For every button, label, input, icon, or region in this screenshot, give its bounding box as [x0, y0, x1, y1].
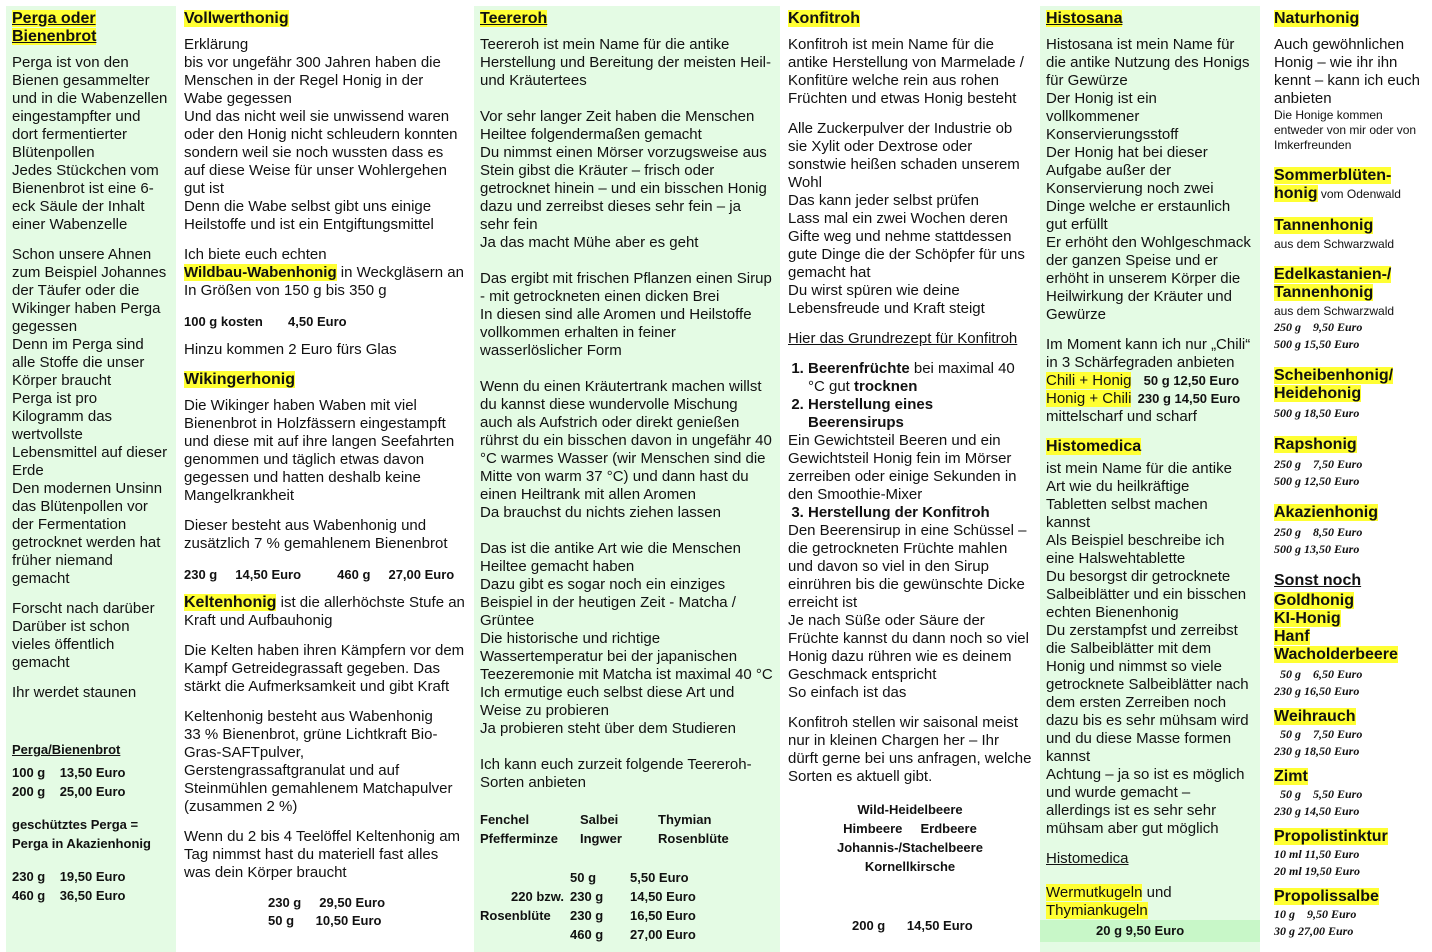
sort-fenchel: Fenchel	[480, 812, 530, 827]
propolistinktur: Propolistinktur	[1274, 828, 1388, 845]
glass-note: Hinzu kommen 2 Euro fürs Glas	[184, 341, 397, 358]
sort-rosenbluete: Rosenblüte	[658, 831, 729, 846]
kugeln-price: 20 g 9,50 Euro	[1040, 920, 1260, 942]
edelkastanien: Edelkastanien-/ Tannenhonig	[1274, 266, 1392, 301]
recipe-step-1: 1. Beerenfrüchte bei maximal 40 °C gut trocknen	[808, 360, 1032, 396]
column-konfitroh	[782, 6, 1038, 952]
scheibenhonig: Scheibenhonig/ Heidehonig	[1274, 367, 1394, 402]
recipe-text-3: Den Beerensirup in eine Schüssel – die getrockneten Früchte mahlen und davon so viel in den Sirup einrühren bis die gewünschte Dicke erreicht ist Je nach Süße oder Säure der Früchte kannst du dann noch so viel Honig dazu rühren wie es deinem Geschmack entspricht So einfach ist das	[788, 522, 1029, 701]
wabenhonig-price: 100 g kosten 4,50 Euro	[184, 314, 347, 329]
histomedica-title: Histomedica	[1046, 438, 1142, 455]
column-teereroh	[474, 6, 780, 952]
recipe-step-3: 3. Herstellung der Konfitroh	[808, 504, 1032, 522]
scheibenhonig-prices: 500 g 18,50 Euro	[1274, 406, 1360, 420]
column-perga	[6, 6, 176, 952]
vollwert-title: Vollwerthonig	[184, 10, 289, 27]
column-vollwerthonig	[178, 6, 472, 952]
kelten-usage: Wenn du 2 bis 4 Teelöffel Keltenhonig am Tag nimmst hast du materiell fast alles was dein Körper braucht	[184, 828, 461, 881]
recipe-step-2: 2. Herstellung eines Beerensirups	[808, 396, 1032, 432]
weihrauch-prices: 50 g 7,50 Euro 230 g 18,50 Euro	[1274, 727, 1363, 758]
akazienhonig: Akazienhonig	[1274, 504, 1379, 521]
histomedica-text: ist mein Name für die antike Art wie du heilkräftige Tabletten selbst machen kannst Als Beispiel beschreibe ich eine Halswehtablette Du besorgst dir getrocknete Salbeiblätter und ein bisschen echten Bienenhonig Du zerstampfst und zerreibst die Salbeiblätter mit dem Honig und nimmst so viele getrocknete Salbeiblätter nach dem ersten Zerreiben noch dazu bis es sehr mühsam wird und du diese Masse formen kannst Achtung – ja so ist es möglich und wurde gemacht – allerdings ist es sehr sehr mühsam aber gut möglich	[1046, 460, 1249, 837]
goldhonig-prices: 50 g 6,50 Euro 230 g 16,50 Euro	[1274, 667, 1363, 698]
perga-protected-prices: 230 g 19,50 Euro 460 g 36,50 Euro	[12, 869, 126, 903]
teereroh-title: Teereroh	[480, 10, 548, 27]
chili-levels: mittelscharf und scharf	[1046, 408, 1197, 425]
kelten-text: Die Kelten haben ihren Kämpfern vor dem Kampf Getreidegrassaft gegeben. Das stärkt die Aufmerksamkeit und gibt Kraft	[184, 642, 465, 695]
perga-price-title: Perga/Bienenbrot	[12, 742, 121, 757]
kelten-composition: Keltenhonig besteht aus Wabenhonig 33 % Bienenbrot, grüne Lichtkraft Bio-Gras-SAFTpulver, Gerstengrassaftgranulat und auf Steinmühlen gemahlenem Matchapulver (zusammen 2 %)	[184, 708, 453, 815]
teereroh-text-5: Das ist die antike Art wie die Menschen Heiltee gemacht haben Dazu gibt es sogar noch ein einziges Beispiel in der heutigen Zeit - Matcha / Grüntee Die historische und richtige Wassertemperatur bei der japanischen Teezeremonie mit Matcha ist maximal 40 °C Ich ermutige euch selbst diese Art und Weise zu probieren Ja probieren steht über dem Studieren	[480, 540, 773, 737]
perga-prices: 100 g 13,50 Euro 200 g 25,00 Euro	[12, 765, 126, 799]
propolissalbe: Propolissalbe	[1274, 888, 1379, 905]
konfitroh-text-3: Konfitroh stellen wir saisonal meist nur in kleinen Chargen her – Ihr dürft gerne bei uns anfragen, welche Sorten es aktuell gibt.	[788, 714, 1032, 785]
tannenhonig: Tannenhonig	[1274, 217, 1374, 234]
wikinger-text: Die Wikinger haben Waben mit viel Bienenbrot in Holzfässern eingestampft und diese mit auf ihre langen Seefahrten genommen und täglich etwas davon gegessen und hatten deshalb keine Mangelkrankheit	[184, 397, 455, 504]
kelten-intro: Keltenhonig ist die allerhöchste Stufe an Kraft und Aufbauhonig	[184, 594, 465, 629]
recipe-title: Hier das Grundrezept für Konfitroh	[788, 330, 1018, 347]
konfitroh-sorts: Wild-Heidelbeere Himbeere Erdbeere Johannis-/Stachelbeere Kornellkirsche	[837, 802, 983, 874]
perga-text-4: Ihr werdet staunen	[12, 684, 137, 701]
konfitroh-price: 200 g 14,50 Euro	[852, 918, 973, 933]
recipe-steps	[788, 360, 1032, 432]
tannenhonig-source: aus dem Schwarzwald	[1274, 237, 1395, 251]
perga-text-1: Perga ist von den Bienen gesammelter und in die Wabenzellen eingestampfter und dort fermentierter Blütenpollen Jedes Stückchen vom Bienenbrot ist eine 6-eck Säule der Inhalt einer Wabenzelle	[12, 54, 168, 233]
teereroh-text-2: Vor sehr langer Zeit haben die Menschen Heiltee folgendermaßen gemacht Du nimmst einen Mörser vorzugsweise aus Stein gibst die Kräuter – frisch oder getrocknet hinein – und ein bisschen Honig dazu und zerreibst dieses sehr fein – ja sehr fein Ja das macht Mühe aber es geht	[480, 108, 767, 251]
propolistinktur-prices: 10 ml 11,50 Euro 20 ml 19,50 Euro	[1274, 847, 1361, 878]
akazienhonig-prices: 250 g 8,50 Euro 500 g 13,50 Euro	[1274, 525, 1363, 556]
sort-salbei: Salbei	[580, 812, 619, 827]
edelkastanien-source: aus dem Schwarzwald	[1274, 304, 1395, 318]
sonst-noch: Sonst noch	[1274, 572, 1362, 589]
teereroh-text-3: Das ergibt mit frischen Pflanzen einen Sirup - mit getrockneten einen dicken Brei In diesen sind alle Aromen und Heilstoffe vollkommen erhalten in feiner wasserlöslicher Form	[480, 270, 772, 359]
goldhonig-list: Goldhonig KI-Honig Hanf Wacholderbeere	[1274, 592, 1398, 663]
naturhonig-title: Naturhonig	[1274, 10, 1360, 27]
zimt-prices: 50 g 5,50 Euro 230 g 14,50 Euro	[1274, 787, 1363, 818]
column-histosana	[1040, 6, 1260, 952]
zimt: Zimt	[1274, 768, 1308, 785]
teereroh-text-4: Wenn du einen Kräutertrank machen willst du kannst diese wundervolle Mischung auch als Aufstrich oder direkt genießen rührst du ein bisschen davon in ungefähr 40 °C warmes Wasser (wir Menschen sind die Mitte von warm 37 °C) und dann hast du einen Heiltrank mit allen Aromen Da brauchst du nichts ziehen lassen	[480, 378, 772, 521]
teereroh-text-6: Ich kann euch zurzeit folgende Teereroh-Sorten anbieten	[480, 756, 752, 791]
teereroh-prices: 50 g 5,50 Euro 220 bzw. 230 g 14,50 Euro Rosenblüte 230 g 16,50 Euro 460 g 27,00 Euro	[480, 870, 696, 942]
konfitroh-text-1: Konfitroh ist mein Name für die antike Herstellung von Marmelade / Konfitüre welche rein aus rohen Früchten und etwas Honig besteht	[788, 36, 1024, 107]
wikinger-text-2: Dieser besteht aus Wabenhonig und zusätzlich 7 % gemahlenem Bienenbrot	[184, 517, 448, 552]
perga-protected: geschütztes Perga = Perga in Akazienhonig	[12, 817, 151, 851]
rapshonig-prices: 250 g 7,50 Euro 500 g 12,50 Euro	[1274, 457, 1363, 488]
histomedica-subtitle: Histomedica	[1046, 850, 1129, 867]
naturhonig-text: Auch gewöhnlichen Honig – wie ihr ihn kennt – kann ich euch anbieten	[1274, 36, 1420, 107]
konfitroh-title: Konfitroh	[788, 10, 860, 27]
sort-ingwer: Ingwer	[580, 831, 622, 846]
kugeln: Wermutkugeln und Thymiankugeln	[1046, 884, 1172, 919]
recipe-steps-3	[788, 504, 1032, 522]
kelten-prices: 230 g 29,50 Euro 50 g 10,50 Euro	[268, 895, 386, 928]
perga-text-2: Schon unsere Ahnen zum Beispiel Johannes der Täufer oder die Wikinger haben Perga gegessen Denn im Perga sind alle Stoffe die unser Körper braucht Perga ist pro Kilogramm das wertvollste Lebensmittel auf dieser Erde Den modernen Unsinn das Blütenpollen vor der Fermentation getrocknet werden hat früher niemand gemacht	[12, 246, 168, 587]
recipe-text-2: Ein Gewichtsteil Beeren und ein Gewichtsteil Honig fein im Mörser zerreiben oder einige Sekunden in den Smoothie-Mixer	[788, 432, 1017, 503]
wikinger-prices: 230 g 14,50 Euro 460 g 27,00 Euro	[184, 567, 455, 582]
naturhonig-source: Die Honige kommen entweder von mir oder von Imkerfreunden	[1274, 108, 1417, 152]
histosana-title: Histosana	[1046, 10, 1123, 27]
rapshonig: Rapshonig	[1274, 436, 1357, 453]
column-naturhonig	[1268, 6, 1432, 952]
propolissalbe-prices: 10 g 9,50 Euro 30 g 27,00 Euro	[1274, 907, 1357, 938]
sort-pfefferminze: Pfefferminze	[480, 831, 559, 846]
wabenhonig-offer: Ich biete euch echten Wildbau-Wabenhonig in Weckgläsern an In Größen von 150 g bis 350 g	[184, 246, 464, 299]
chili-row-2: Honig + Chili 230 g 14,50 Euro	[1046, 390, 1241, 407]
vollwert-text: Erklärung bis vor ungefähr 300 Jahren haben die Menschen in der Regel Honig in der Wabe gegessen Und das nicht weil sie unwissend waren oder den Honig nicht schleudern konnten sondern weil sie noch wussten dass es auf diese Weise für unser Wohlergehen gut ist Denn die Wabe selbst gibt uns einige Heilstoffe und ist ein Entgiftungsmittel	[184, 36, 458, 233]
perga-title: Perga oder Bienenbrot	[12, 10, 97, 45]
chili-row-1: Chili + Honig 50 g 12,50 Euro	[1046, 372, 1240, 389]
chili-intro: Im Moment kann ich nur „Chili“ in 3 Schärfegraden anbieten	[1046, 336, 1251, 371]
edelkastanien-prices: 250 g 9,50 Euro 500 g 15,50 Euro	[1274, 320, 1363, 351]
wikinger-title: Wikingerhonig	[184, 371, 295, 388]
konfitroh-text-2: Alle Zuckerpulver der Industrie ob sie Xylit oder Dextrose oder sonstwie heißen schaden unserem Wohl Das kann jeder selbst prüfen Lass mal ein zwei Wochen deren Gifte weg und nehme stattdessen gute Dinge die der Schöpfer für uns gemacht hat Du wirst spüren wie deine Lebensfreude und Kraft steigt	[788, 120, 1025, 317]
teereroh-sorts	[480, 810, 774, 848]
teereroh-text-1: Teereroh ist mein Name für die antike Herstellung und Bereitung der meisten Heil- und Kräutertees	[480, 36, 771, 89]
weihrauch: Weihrauch	[1274, 708, 1356, 725]
perga-text-3: Forscht nach darüber Darüber ist schon vieles öffentlich gemacht	[12, 600, 155, 671]
sort-thymian: Thymian	[658, 812, 712, 827]
histosana-text: Histosana ist mein Name für die antike Nutzung des Honigs für Gewürze Der Honig ist ein vollkommener Konservierungsstoff Der Honig hat bei dieser Aufgabe außer der Konservierung noch zwei Dinge welche er erstaunlich gut erfüllt Er erhöht den Wohlgeschmack der ganzen Speise und er erhöht in unserem Körper die Heilwirkung der Kräuter und Gewürze	[1046, 36, 1251, 323]
sommerhonig: Sommerblüten-honig vom Odenwald	[1274, 167, 1401, 202]
